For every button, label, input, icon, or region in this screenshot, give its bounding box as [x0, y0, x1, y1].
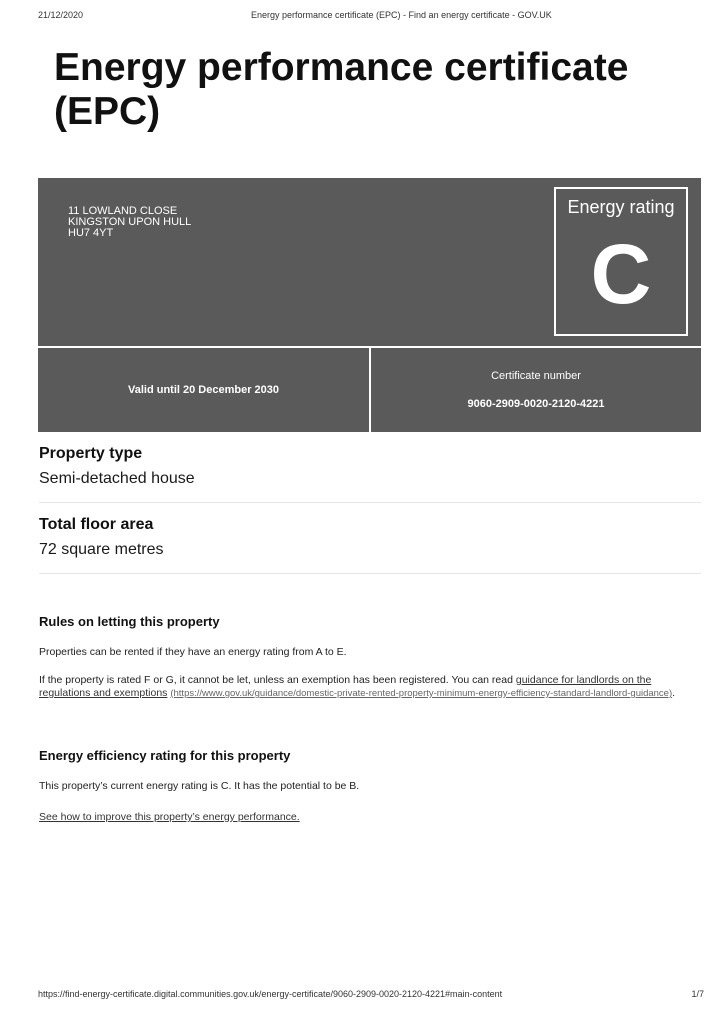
valid-until: Valid until 20 December 2030	[127, 384, 280, 396]
property-type-value: Semi-detached house	[39, 470, 195, 487]
print-date: 21/12/2020	[38, 10, 84, 20]
letting-exemptions-lead: If the property is rated F or G, it cannot be let, unless an exemption has been registered. You can read	[39, 674, 516, 686]
print-page-title: Energy performance certificate (EPC) - Find an energy certificate - GOV.UK	[251, 10, 552, 20]
section-divider	[39, 502, 701, 503]
print-url: https://find-energy-certificate.digital.communities.gov.uk/energy-certificate/9060-2909-0020-2120-4221#main-content	[38, 989, 503, 999]
property-address	[68, 206, 191, 239]
floor-area-value: 72 square metres	[39, 541, 164, 558]
letting-exemptions-text	[39, 674, 701, 700]
address-line-2: KINGSTON UPON HULL	[68, 216, 192, 228]
banner-divider	[369, 348, 371, 432]
epc-banner	[38, 178, 701, 432]
landlord-guidance-url: (https://www.gov.uk/guidance/domestic-private-rented-property-minimum-energy-efficiency-standard-landlord-guidance)	[170, 688, 673, 699]
energy-rating-box	[554, 187, 688, 336]
page-title: Energy performance certificate (EPC)	[54, 46, 629, 133]
certificate-number-label: Certificate number	[491, 370, 581, 382]
letting-exemptions-end: .	[672, 687, 676, 699]
letting-rules-text: Properties can be rented if they have an energy rating from A to E.	[39, 646, 347, 658]
address-line-3: HU7 4YT	[68, 227, 114, 239]
efficiency-rating-heading: Energy efficiency rating for this property	[39, 748, 291, 763]
address-line-1: 11 LOWLAND CLOSE	[68, 205, 178, 217]
energy-rating-letter: C	[590, 227, 652, 321]
efficiency-rating-text: This property’s current energy rating is C. It has the potential to be B.	[39, 780, 360, 792]
property-type-heading: Property type	[39, 445, 143, 462]
improve-performance-paragraph	[39, 811, 701, 824]
letting-rules-heading: Rules on letting this property	[39, 614, 220, 629]
section-divider	[39, 573, 701, 574]
certificate-number: 9060-2909-0020-2120-4221	[467, 398, 605, 410]
energy-rating-label: Energy rating	[567, 197, 675, 217]
improve-performance-link[interactable]: See how to improve this property’s energy performance.	[39, 811, 300, 823]
landlord-guidance-link[interactable]: guidance for landlords on the regulations and exemptions	[39, 674, 652, 699]
print-page-number: 1/7	[691, 989, 704, 999]
floor-area-heading: Total floor area	[39, 516, 154, 533]
